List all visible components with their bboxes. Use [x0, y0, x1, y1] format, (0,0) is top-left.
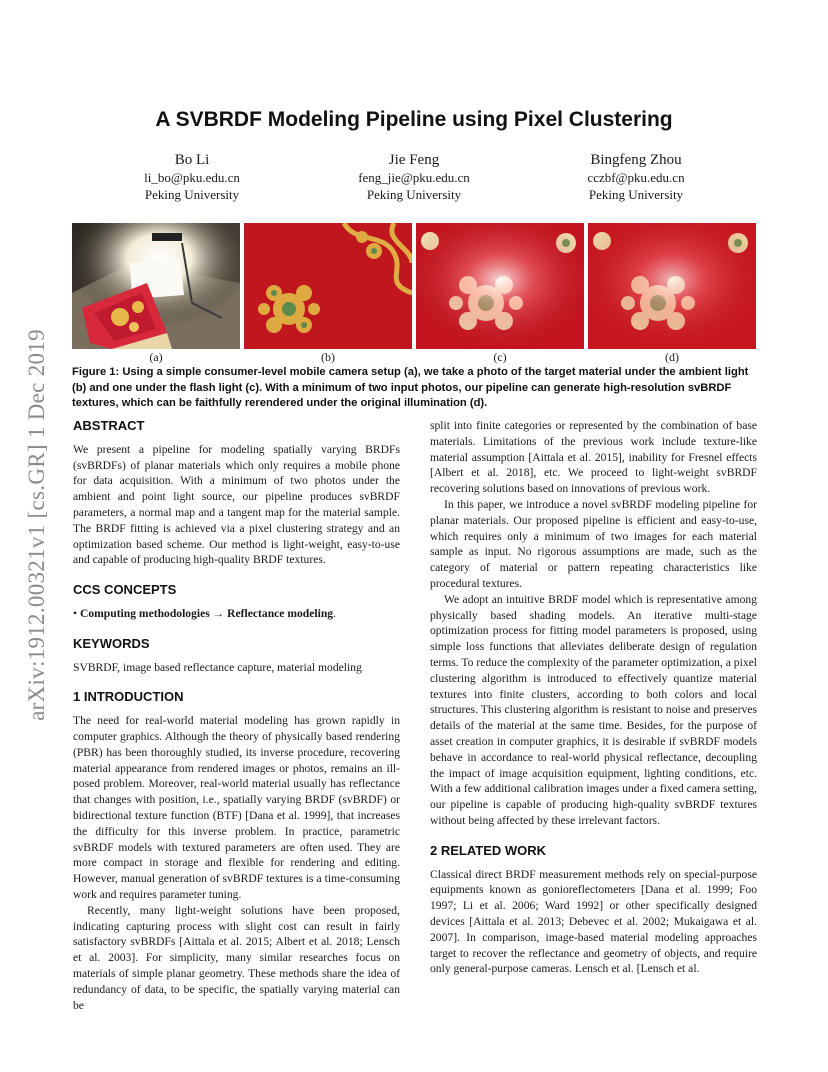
figure-image-rerendered — [588, 223, 756, 349]
author-1 — [82, 151, 302, 203]
sublabel-a: (a) — [149, 350, 163, 364]
figure-image-flash — [416, 223, 584, 349]
ccs-concept-text: Computing methodologies → Reflectance modeling — [79, 606, 334, 620]
author-name: Bingfeng Zhou — [590, 152, 682, 168]
author-name: Jie Feng — [388, 152, 440, 168]
intro-paragraph-5: We adopt an intuitive BRDF model which is representative among physically based shading models. An iterative multi-stage optimization process for fitting model parameters is proposed, using simple loss functions that alleviates deliberate design of regulation terms. To reduce the complexity of the parameter optimization, a pixel clustering algorithm is introduced to effectively quantize material textures into finite clusters, according to both colors and local structures. This clustering algorithm is resistant to noise and preserves details of the material at the same time. Besides, for the purpose of asset creation in computer graphics, it is desirable if svBRDF models behave in accordance to real-world physical reflectance, decoupling the impact of image acquisition equipment, lighting conditions, etc. With a few additional calibration images under a fixed camera setting, our pipeline is capable of producing high-quality svBRDF textures without being affected by these irrelevant factors. — [430, 592, 757, 827]
intro-paragraph-3: split into finite categories or represented by the combination of base materials. Limitations of the previous work include texture-like material assumption [Aittala et al. 2015], inability for Fresnel effects [Albert et al. 2018], etc. We proceed to light-weight svBRDF recovering solutions based on innovations of previous work. — [430, 419, 757, 496]
ccs-concept — [73, 606, 400, 622]
intro-paragraph-2: Recently, many light-weight solutions have been proposed, indicating capturing process with slight cost can result in fairly satisfactory svBRDFs [Aittala et al. 2015; Albert et al. 2018; Lensch et al. 2003]. For simplicity, many similar researches focus on materials of simple planar geometry. These methods share the idea of redundancy of data, to be specific, the spatially varying material can be — [73, 903, 400, 1012]
sublabel-d: (d) — [665, 350, 679, 364]
left-column — [73, 418, 400, 1013]
keywords-heading: KEYWORDS — [73, 635, 150, 651]
abstract-text: We present a pipeline for modeling spatially varying BRDFs (svBRDFs) of planar materials which only requires a mobile phone for data acquisition. With a minimum of two photos under the ambient and point light source, our pipeline produces svBRDF parameters, a normal map and a tangent map for the material sample. The BRDF fitting is achieved via a pixel clustering strategy and an optimization based scheme. Our method is light-weight, easy-to-use and capable of producing high-quality BRDF textures. — [73, 442, 400, 567]
intro-paragraph-1: The need for real-world material modeling has grown rapidly in computer graphics. Although the theory of physically based rendering (PBR) has been thoroughly studied, its inverse procedure, recovering material appearance from rendered images or photos, remains an ill-posed problem. Moreover, real-world material usually has reflectance that changes with position, i.e., spatially varying BRDF (svBRDF) or bidirectional texture function (BTF) [Dana et al. 1999], that increases the difficulty for this inverse problem. In practice, parametric svBRDF models with textured parameters are often used. They are more compact in storage and flexible for rendering and editing. However, manual generation of svBRDF textures is a time-consuming work and requires parameter tuning. — [73, 714, 400, 901]
related-work-heading: 2 RELATED WORK — [430, 842, 547, 858]
bullet-glyph: • — [73, 606, 78, 620]
intro-paragraph-4: In this paper, we introduce a novel svBRDF modeling pipeline for planar materials. Our proposed pipeline is efficient and easy-to-use, which requires only a minimum of two images for each material sample as input. No rigorous assumptions are made, such as the category of material or pattern repeating characteristics like procedural textures. — [430, 497, 757, 590]
author-name: Bo Li — [174, 152, 210, 168]
introduction-heading: 1 INTRODUCTION — [73, 689, 184, 705]
keywords-text: SVBRDF, image based reflectance capture, material modeling — [73, 660, 362, 674]
paper-title: A SVBRDF Modeling Pipeline using Pixel Clustering — [155, 108, 673, 131]
figure-image-setup — [72, 223, 240, 349]
abstract-heading: ABSTRACT — [73, 418, 145, 433]
figure-caption: Figure 1: Using a simple consumer-level mobile camera setup (a), we take a photo of the target material under the ambient light (b) and one under the flash light (c). With a minimum of two input photos, our pipeline can generate high-resolution svBRDF textures, which can be faithfully rerendered under the original illumination (d). — [72, 366, 749, 409]
ccs-tail: . — [333, 606, 336, 620]
author-affiliation: Peking University — [588, 186, 684, 202]
author-affiliation: Peking University — [144, 186, 240, 202]
author-email: feng_jie@pku.edu.cn — [358, 170, 470, 185]
author-email: li_bo@pku.edu.cn — [144, 170, 240, 185]
figure-image-ambient — [244, 223, 412, 349]
related-paragraph-1: Classical direct BRDF measurement methods rely on special-purpose equipments known as gonioreflectometers [Dana et al. 1999; Foo 1997; Li et al. 2006; Ward 1992] or other specifically designed devices [Aittala et al. 2013; Debevec et al. 2002; Mukaigawa et al. 2007]. In comparison, image-based material modeling approaches target to recover the reflectance and geometry of objects, and require only general-purpose cameras. Lensch et al. [Lensch et al. — [430, 867, 757, 976]
figure-sublabels — [72, 350, 756, 364]
figure-1-images — [72, 223, 756, 349]
arxiv-id: arXiv:1912.00321v1 [cs.GR] 1 Dec 2019 — [24, 329, 49, 721]
author-2 — [304, 151, 524, 203]
author-affiliation: Peking University — [366, 186, 462, 202]
right-column — [430, 418, 757, 977]
author-block — [72, 151, 756, 207]
sublabel-b: (b) — [321, 350, 335, 364]
sublabel-c: (c) — [493, 350, 507, 364]
author-email: cczbf@pku.edu.cn — [587, 170, 685, 185]
author-3 — [526, 151, 746, 203]
arxiv-watermark — [22, 290, 52, 760]
ccs-heading: CCS CONCEPTS — [73, 582, 177, 598]
